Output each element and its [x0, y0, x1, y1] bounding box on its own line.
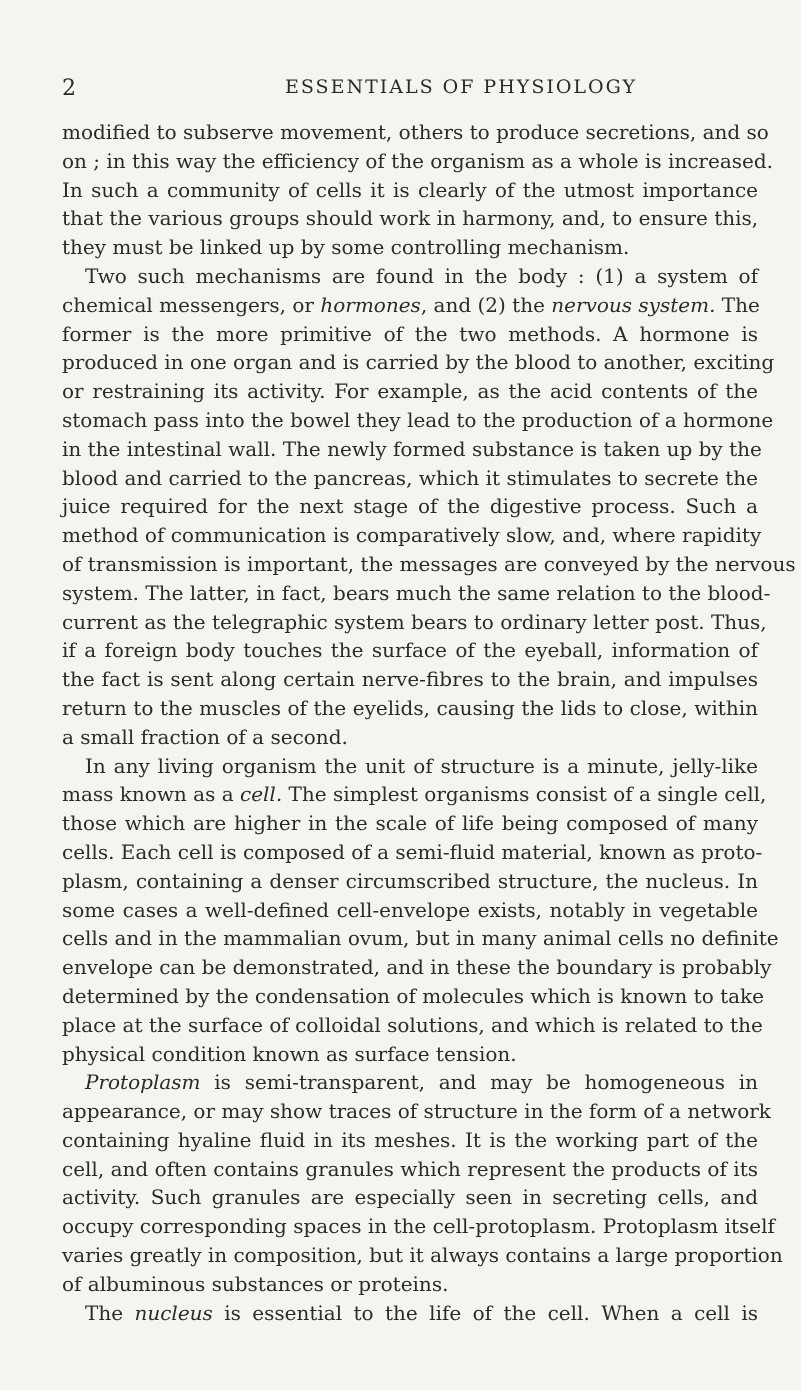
text-line	[62, 780, 767, 809]
text-line: determined by the condensation of molecules which is known to take	[62, 983, 765, 1008]
text-line: cells. Each cell is composed of a semi-fluid material, known as proto-	[62, 839, 763, 864]
running-head: ESSENTIALS OF PHYSIOLOGY	[285, 76, 638, 98]
text-run: The	[715, 292, 760, 317]
text-line: former is the more primitive of the two methods. A hormone is	[62, 321, 758, 346]
text-line: the fact is sent along certain nerve-fibres to the brain, and impulses	[62, 667, 758, 692]
term-cell: cell.	[240, 782, 283, 807]
text-run: , and (2) the	[420, 292, 552, 317]
text-line: they must be linked up by some controlling mechanism.	[62, 235, 630, 260]
text-run: The	[85, 1300, 135, 1325]
term-protoplasm: Protoplasm	[85, 1070, 201, 1095]
text-line: modified to subserve movement, others to produce secretions, and so	[62, 120, 769, 144]
text-line	[62, 1068, 758, 1097]
term-hormones: hormones	[320, 292, 421, 317]
text-line: cells and in the mammalian ovum, but in many animal cells no definite	[62, 926, 779, 951]
text-line: In any living organism the unit of structure is a minute, jelly-like	[85, 753, 758, 778]
text-run: chemical messengers, or	[62, 292, 321, 317]
text-run: is essential to the life of the cell. When a cell is	[212, 1300, 758, 1325]
text-line: Two such mechanisms are found in the body : (1) a system of	[85, 263, 758, 288]
text-line: a small fraction of a second.	[62, 724, 348, 749]
text-line: envelope can be demonstrated, and in these the boundary is probably	[62, 955, 772, 980]
text-line: stomach pass into the bowel they lead to the production of a hormone	[62, 407, 774, 432]
text-line: In such a community of cells it is clearly of the utmost importance	[62, 177, 758, 202]
text-line	[62, 291, 758, 320]
text-line: physical condition known as surface tension.	[62, 1041, 517, 1066]
body-text	[62, 118, 796, 1327]
text-line: that the various groups should work in harmony, and, to ensure this,	[62, 206, 759, 231]
term-nucleus: nucleus	[134, 1300, 213, 1325]
term-nervous-system: nervous system.	[551, 292, 716, 317]
text-line: of albuminous substances or proteins.	[62, 1271, 449, 1296]
text-line: juice required for the next stage of the digestive process. Such a	[62, 494, 758, 519]
text-line: current as the telegraphic system bears to ordinary letter post. Thus,	[62, 609, 767, 634]
text-line: containing hyaline fluid in its meshes. It is the working part of the	[62, 1127, 758, 1152]
text-line: cell, and often contains granules which represent the products of its	[62, 1156, 758, 1181]
text-line: occupy corresponding spaces in the cell-protoplasm. Protoplasm itself	[62, 1214, 775, 1239]
text-line: some cases a well-defined cell-envelope exists, notably in vegetable	[62, 897, 758, 922]
text-line: method of communication is comparatively slow, and, where rapidity	[62, 523, 762, 548]
text-line	[62, 1299, 758, 1328]
text-line: or restraining its activity. For example, as the acid contents of the	[62, 379, 758, 404]
text-run: is semi-transparent, and may be homogeneous in	[200, 1070, 758, 1095]
page-number: 2	[62, 76, 77, 101]
page-header	[0, 76, 801, 106]
text-line: on ; in this way the efficiency of the organism as a whole is increased.	[62, 148, 774, 173]
text-line: blood and carried to the pancreas, which it stimulates to secrete the	[62, 465, 758, 490]
text-line: appearance, or may show traces of structure in the form of a network	[62, 1099, 771, 1124]
text-line: activity. Such granules are especially seen in secreting cells, and	[62, 1185, 758, 1210]
text-line: in the intestinal wall. The newly formed substance is taken up by the	[62, 436, 762, 461]
text-line: those which are higher in the scale of life being composed of many	[62, 811, 758, 836]
text-line: of transmission is important, the messages are conveyed by the nervous	[62, 551, 796, 576]
text-line: if a foreign body touches the surface of the eyeball, information of	[62, 638, 758, 663]
text-line: return to the muscles of the eyelids, causing the lids to close, within	[62, 695, 758, 720]
text-line: plasm, containing a denser circumscribed structure, the nucleus. In	[62, 868, 758, 893]
text-run: The simplest organisms consist of a single cell,	[282, 782, 767, 807]
text-line: varies greatly in composition, but it always contains a large proportion	[62, 1243, 783, 1268]
text-line: place at the surface of colloidal solutions, and which is related to the	[62, 1012, 763, 1037]
text-line: produced in one organ and is carried by the blood to another, exciting	[62, 350, 775, 375]
text-run: mass known as a	[62, 782, 240, 807]
text-line: system. The latter, in fact, bears much the same relation to the blood-	[62, 580, 771, 605]
